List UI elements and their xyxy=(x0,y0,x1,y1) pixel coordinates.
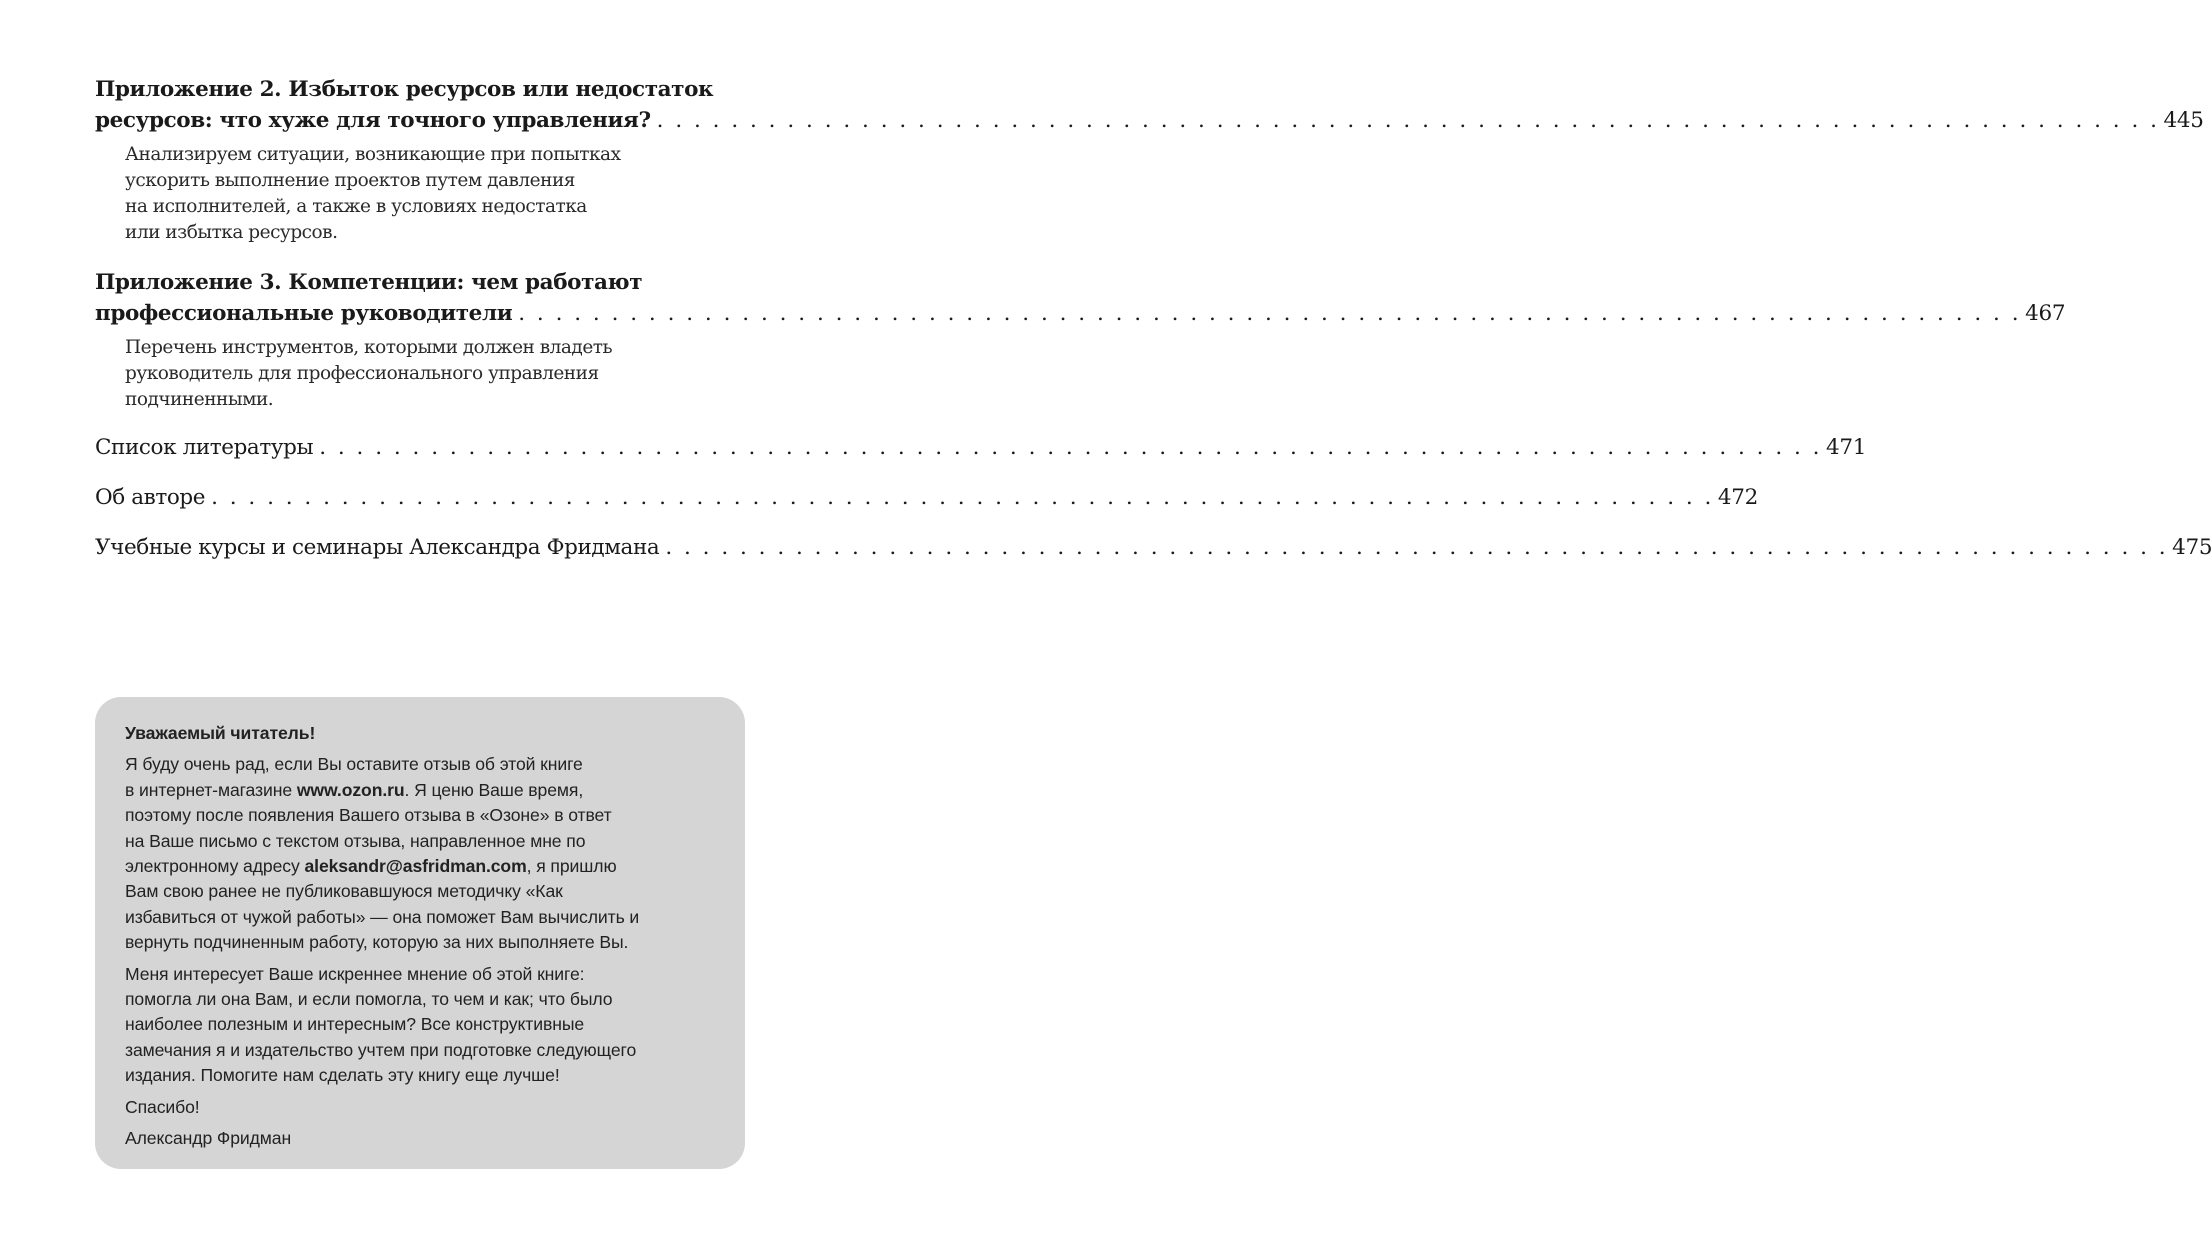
note-paragraph: Меня интересует Ваше искреннее мнение об этой книге: помогла ли она Вам, и если помогла, то чем и как; что было наиболее полезным и интересным? Все конструктивные замечания я и издательство учтем при подготовке следующего издания. Помогите нам сделать эту книгу еще лучше! xyxy=(125,963,637,1086)
reader-note-box xyxy=(95,697,745,1169)
dot-leader: . . . . . . . . . . . . . . . . . . . . . . . . . . . . . . . . . . . . . . . . . . . . . . . . . . . . . . . . . . . . . . . . . . . . . . . . . . . . . . . . . xyxy=(665,535,2169,560)
dot-leader: . . . . . . . . . . . . . . . . . . . . . . . . . . . . . . . . . . . . . . . . . . . . . . . . . . . . . . . . . . . . . . . . . . . . . . . . . . . . . . . . . xyxy=(211,485,1714,510)
toc-entry-title-line: Приложение 2. Избыток ресурсов или недостаток xyxy=(95,77,714,102)
page-number: 472 xyxy=(1717,485,1759,510)
dot-leader: . . . . . . . . . . . . . . . . . . . . . . . . . . . . . . . . . . . . . . . . . . . . . . . . . . . . . . . . . . . . . . . . . . . . . . . . . . . . . . . . . xyxy=(518,301,2022,326)
dot-leader: . . . . . . . . . . . . . . . . . . . . . . . . . . . . . . . . . . . . . . . . . . . . . . . . . . . . . . . . . . . . . . . . . . . . . . . . . . . . . . . . . xyxy=(656,108,2160,133)
toc-entry-description: Анализируем ситуации, возникающие при попытках ускорить выполнение проектов путем давления на исполнителей, а также в условиях недостатка или избытка ресурсов. xyxy=(125,144,621,243)
toc-entry-title-line: профессиональные руководители xyxy=(95,301,513,326)
toc-entry-description: Перечень инструментов, которыми должен владеть руководитель для профессионального управления подчиненными. xyxy=(125,337,613,410)
note-thanks: Спасибо! xyxy=(125,1096,200,1117)
toc-entry-about-author[interactable] xyxy=(95,482,1759,513)
toc-entry-title xyxy=(95,267,2066,329)
toc-entry-appendix-3[interactable] xyxy=(95,267,2066,413)
toc-entry-bibliography[interactable] xyxy=(95,432,1867,463)
toc-entry-title-line: Приложение 3. Компетенции: чем работают xyxy=(95,270,643,295)
note-signature: Александр Фридман xyxy=(125,1128,292,1149)
toc-entry-title xyxy=(95,74,2204,136)
page-number: 471 xyxy=(1826,435,1867,460)
page-number: 467 xyxy=(2025,301,2066,326)
toc-entry-title-line: ресурсов: что хуже для точного управления? xyxy=(95,108,651,133)
dot-leader: . . . . . . . . . . . . . . . . . . . . . . . . . . . . . . . . . . . . . . . . . . . . . . . . . . . . . . . . . . . . . . . . . . . . . . . . . . . . . . . . . xyxy=(319,435,1822,460)
table-of-contents xyxy=(95,74,2212,563)
toc-entry-title: Учебные курсы и семинары Александра Фридмана xyxy=(95,535,660,560)
page-number: 475 xyxy=(2172,535,2212,560)
email-link[interactable]: aleksandr@asfridman.com xyxy=(304,856,527,877)
toc-entry-title: Список литературы xyxy=(95,435,314,460)
toc-entry-title: Об авторе xyxy=(95,485,206,510)
toc-entry-appendix-2[interactable] xyxy=(95,74,2204,246)
ozon-link[interactable]: www.ozon.ru xyxy=(296,779,405,800)
note-title: Уважаемый читатель! xyxy=(125,723,316,743)
page-number: 445 xyxy=(2163,108,2204,133)
toc-entry-courses[interactable] xyxy=(95,532,2212,563)
note-paragraph: Я буду очень рад, если Вы оставите отзыв об этой книге в интернет-магазине www.ozon.ru. Я ценю Ваше время, поэтому после появления Вашего отзыва в «Озоне» в ответ на Ваше письмо с текстом отзыва, направленное мне по электронному адресу aleksandr@asfridman.com, я пришлю Вам свою ранее не публиковавшуюся методичку «Как избавиться от чужой работы» — она поможет Вам вычислить и вернуть подчиненным работу, которую за них выполняете Вы. xyxy=(125,754,640,953)
